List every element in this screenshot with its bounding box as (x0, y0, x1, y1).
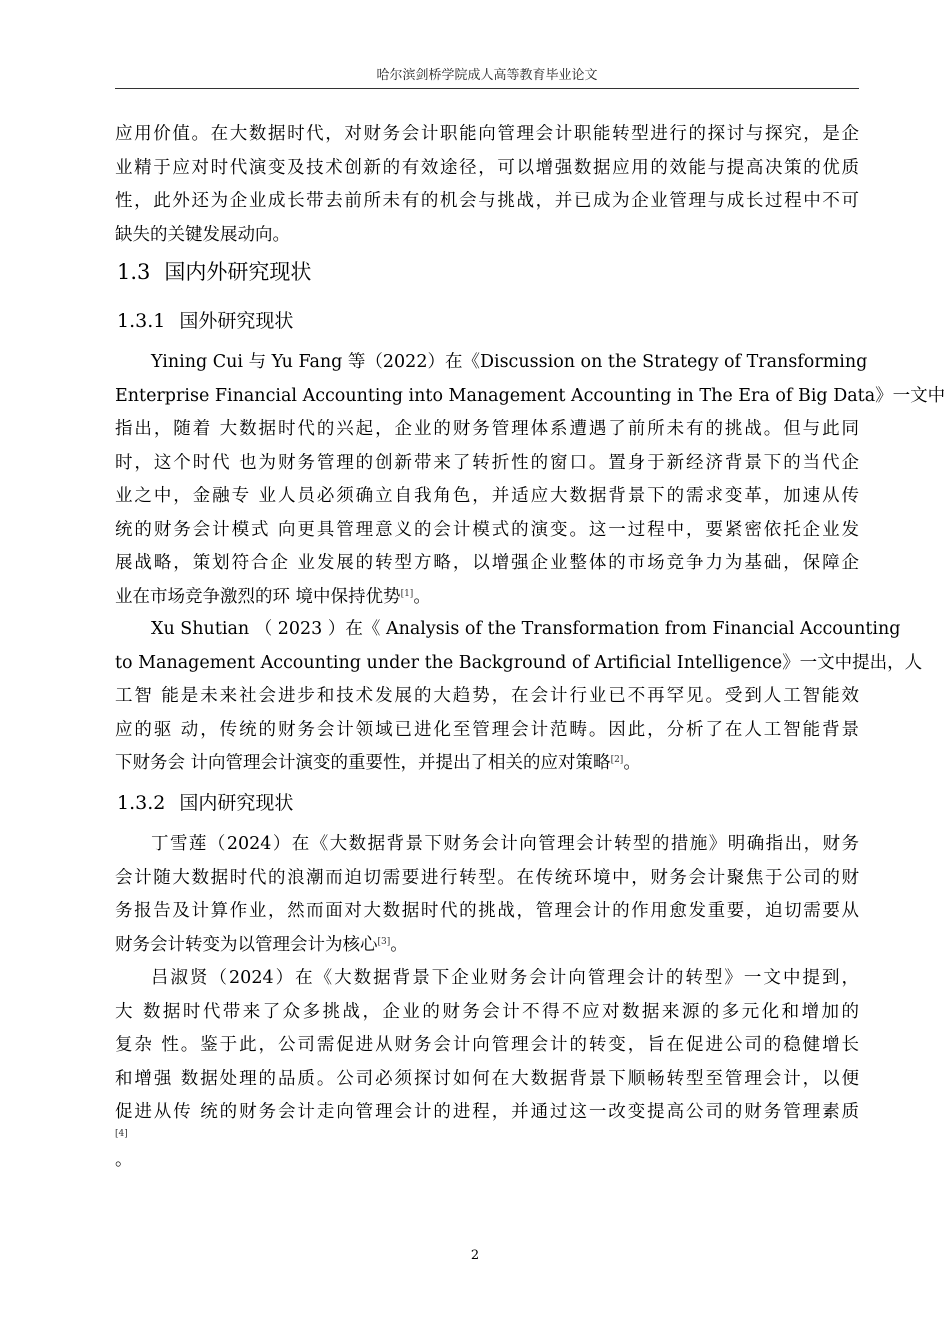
line-text: 展战略，策划符合企 业发展的转型方略，以增强企业整体的市场竞争力为基础，保障企 (115, 553, 859, 573)
line-text: 业在市场竞争激烈的环 境中保持优势 (115, 586, 401, 607)
line-text: 时，这个时代 也为财务管理的创新带来了转折性的窗口。置身于新经济背景下的当代企 (115, 452, 859, 473)
text-line (115, 862, 859, 896)
line-text: Yining Cui 与 Yu Fang 等（2022）在《Discussion on the Strategy of Transforming (151, 352, 868, 372)
line-text: 性，此外还为企业成长带去前所未有的机会与挑战，并已成为企业管理与成长过程中不可 (115, 191, 859, 211)
line-text: Enterprise Financial Accounting into Management Accounting in The Era of Big Data》一文中 (115, 385, 946, 406)
paragraph-lv (115, 962, 859, 1177)
page-number: 2 (470, 1248, 480, 1263)
heading-number: 1.3 (117, 260, 151, 284)
text-line (115, 680, 859, 714)
text-line (115, 152, 859, 186)
line-text: 指出，随着 大数据时代的兴起，企业的财务管理体系遭遇了前所未有的挑战。但与此同 (115, 419, 859, 439)
line-text: 复杂 性。鉴于此，公司需促进从财务会计向管理会计的转变，旨在促进公司的稳健增长 (115, 1035, 859, 1055)
header-rule (115, 88, 859, 89)
text-line (115, 747, 859, 781)
text-line (115, 1096, 859, 1130)
line-text-after: 。 (413, 586, 431, 607)
heading-1-3 (117, 256, 325, 286)
heading-title: 国内研究现状 (179, 792, 294, 814)
paragraph-ding (115, 828, 859, 962)
line-text: 丁雪莲（2024）在《大数据背景下财务会计向管理会计转型的措施》明确指出，财务 (151, 834, 859, 854)
text-line (115, 996, 859, 1030)
text-line (115, 514, 859, 548)
text-line (115, 380, 946, 414)
line-text: 工智 能是未来社会进步和技术发展的大趋势，在会计行业已不再罕见。受到人工智能效 (115, 686, 859, 706)
heading-1-3-1 (117, 306, 307, 333)
running-header: 哈尔滨剑桥学院成人高等教育毕业论文 (376, 68, 598, 83)
text-line (115, 447, 859, 481)
line-text-after: 。 (623, 753, 641, 773)
text-line (115, 346, 868, 380)
text-line (115, 547, 859, 581)
line-text: 会计随大数据时代的浪潮而迫切需要进行转型。在传统环境中，财务会计聚焦于公司的财 (115, 867, 859, 888)
line-text: 促进从传 统的财务会计走向管理会计的进程，并通过这一改变提高公司的财务管理素质 (115, 1102, 859, 1122)
text-line (115, 714, 859, 748)
line-text: 吕淑贤（2024）在《大数据背景下企业财务会计向管理会计的转型》一文中提到， (151, 968, 859, 988)
text-line (115, 480, 859, 514)
line-text: 。 (115, 1149, 133, 1170)
text-line (115, 613, 901, 647)
text-line (115, 219, 859, 253)
heading-number: 1.3.2 (117, 792, 166, 814)
heading-number: 1.3.1 (117, 310, 166, 332)
line-text: 统的财务会计模式 向更具管理意义的会计模式的演变。这一过程中，要紧密依托企业发 (115, 519, 859, 540)
citation-reference[interactable]: [1] (400, 588, 414, 599)
text-line (115, 1144, 859, 1178)
text-line (115, 185, 859, 219)
line-text: to Management Accounting under the Background of Artificial Intelligence》一文中提出，人 (115, 652, 923, 673)
line-text: 业精于应对时代演变及技术创新的有效途径，可以增强数据应用的效能与提高决策的优质 (115, 157, 859, 178)
line-text: 财务会计转变为以管理会计为核心 (115, 934, 378, 955)
line-text: 和增强 数据处理的品质。公司必须探讨如何在大数据背景下顺畅转型至管理会计，以便 (115, 1068, 859, 1089)
heading-title: 国外研究现状 (179, 310, 294, 332)
line-text: 缺失的关键发展动向。 (115, 224, 290, 245)
text-line (115, 929, 859, 963)
paragraph-cui (115, 346, 946, 614)
line-text-after: 。 (390, 934, 408, 955)
heading-title: 国内外研究现状 (164, 260, 312, 284)
paragraph-intro (115, 118, 859, 252)
text-line (115, 1130, 859, 1144)
text-line (115, 828, 859, 862)
citation-reference[interactable]: [2] (610, 755, 624, 765)
paragraph-xu (115, 613, 923, 781)
line-text: 应的驱 动，传统的财务会计领域已进化至管理会计范畴。因此，分析了在人工智能背景 (115, 719, 859, 740)
line-text: 应用价值。在大数据时代，对财务会计职能向管理会计职能转型进行的探讨与探究，是企 (115, 124, 859, 144)
line-text: Xu Shutian （ 2023 ）在《 Analysis of the Transformation from Financial Accounting (151, 619, 901, 639)
line-text: 下财务会 计向管理会计演变的重要性，并提出了相关的应对策略 (115, 753, 611, 773)
text-line (115, 1029, 859, 1063)
text-line (115, 895, 859, 929)
citation-reference[interactable]: [4] (115, 1128, 128, 1139)
line-text: 大 数据时代带来了众多挑战，企业的财务会计不得不应对数据来源的多元化和增加的 (115, 1001, 859, 1022)
line-text: 务报告及计算作业，然而面对大数据时代的挑战，管理会计的作用愈发重要，迫切需要从 (115, 901, 859, 921)
heading-1-3-2 (117, 788, 307, 815)
citation-reference[interactable]: [3] (377, 936, 391, 947)
text-line (115, 413, 859, 447)
text-line (115, 1063, 859, 1097)
text-line (115, 962, 859, 996)
text-line (115, 581, 859, 615)
text-line (115, 647, 923, 681)
text-line (115, 118, 859, 152)
line-text: 业之中，金融专 业人员必须确立自我角色，并适应大数据背景下的需求变革，加速从传 (115, 486, 859, 506)
